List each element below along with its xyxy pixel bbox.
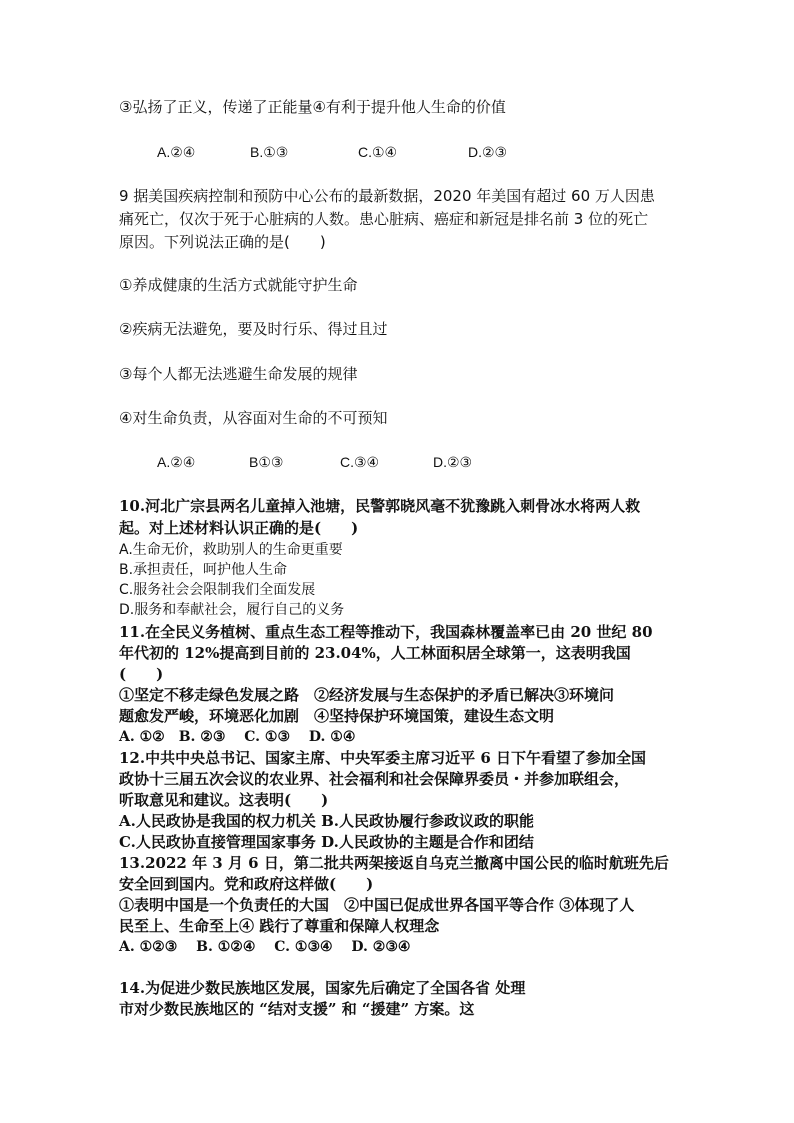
q11-stem-line-1: 11.在全民义务植树、重点生态工程等推动下，我国森林覆盖率已由 20 世纪 80: [119, 623, 653, 641]
q9-stem-line-3: 原因。下列说法正确的是( ): [119, 233, 326, 251]
q11-stem-line-3: ( ): [119, 665, 164, 683]
q9-item-2: ②疾病无法避免，要及时行乐、得过且过: [119, 320, 388, 338]
q10-stem-line-1: 10.河北广宗县两名儿童掉入池塘，民警郭晓风毫不犹豫跳入刺骨冰水将两人救: [119, 497, 641, 515]
q11-items-line-2: 题愈发严峻，环境恶化加剧 ④坚持保护环境国策，建设生态文明: [119, 707, 555, 725]
q13-stem-line-1: 13.2022 年 3 月 6 日，第二批共两架接返自乌克兰撤离中国公民的临时航班先后: [119, 854, 669, 872]
q8-option-d: D.②③: [468, 144, 508, 160]
q9-option-d: D.②③: [433, 454, 473, 470]
q13-items-line-1: ①表明中国是一个负责任的大国 ②中国已促成世界各国平等合作 ③体现了人: [119, 896, 635, 914]
q11-stem-line-2: 年代初的 12%提高到目前的 23.04%，人工林面积居全球第一，这表明我国: [119, 644, 631, 662]
q14-stem-line-2: 市对少数民族地区的 “结对支援” 和 “援建” 方案。这: [119, 1000, 475, 1018]
q8-option-a: A.②④: [157, 144, 196, 160]
q9-option-a: A.②④: [157, 454, 196, 470]
q12-stem-line-2: 政协十三届五次会议的农业界、社会福利和社会保障界委员・并参加联组会，: [119, 770, 630, 788]
q12-stem-line-1: 12.中共中央总书记、国家主席、中央军委主席习近平 6 日下午看望了参加全国: [119, 749, 646, 767]
q11-options: A. ①② B. ②③ C. ①③ D. ①④: [119, 729, 356, 745]
q8-option-b: B.①③: [250, 144, 289, 160]
q11-items-line-1: ①坚定不移走绿色发展之路 ②经济发展与生态保护的矛盾已解决③环境问: [119, 686, 615, 704]
q9-item-3: ③每个人都无法逃避生命发展的规律: [119, 365, 358, 383]
q9-item-1: ①养成健康的生活方式就能守护生命: [119, 276, 358, 294]
q12-stem-line-3: 听取意见和建议。这表明( ): [119, 791, 329, 809]
q8-option-c: C.①④: [358, 144, 398, 160]
q9-stem-line-1: 9 据美国疾病控制和预防中心公布的最新数据，2020 年美国有超过 60 万人因患: [119, 187, 655, 205]
q10-option-b: B.承担责任，呵护他人生命: [119, 562, 288, 578]
q8-item-line: ③弘扬了正义，传递了正能量④有利于提升他人生命的价值: [119, 98, 506, 116]
q10-stem-line-2: 起。对上述材料认识正确的是( ): [119, 519, 359, 537]
q12-options-ab: A.人民政协是我国的权力机关 B.人民政协履行参政议政的职能: [119, 812, 534, 830]
q13-options: A. ①②③ B. ①②④ C. ①③④ D. ②③④: [119, 939, 411, 955]
q9-stem-line-2: 痛死亡，仅次于死于心脏病的人数。患心脏病、癌症和新冠是排名前 3 位的死亡: [119, 210, 649, 228]
q10-option-d: D.服务和奉献社会，履行自己的义务: [119, 602, 345, 618]
q12-options-cd: C.人民政协直接管理国家事务 D.人民政协的主题是合作和团结: [119, 833, 534, 851]
q13-stem-line-2: 安全回到国内。党和政府这样做( ): [119, 875, 374, 893]
q10-option-a: A.生命无价，救助别人的生命更重要: [119, 542, 343, 558]
q9-item-4: ④对生命负责，从容面对生命的不可预知: [119, 409, 388, 427]
q9-option-c: C.③④: [340, 454, 380, 470]
q10-option-c: C.服务社会会限制我们全面发展: [119, 582, 316, 598]
q13-items-line-2: 民至上、生命至上④ 践行了尊重和保障人权理念: [119, 917, 440, 935]
q9-option-b: B①③: [249, 454, 284, 470]
q14-stem-line-1: 14.为促进少数民族地区发展，国家先后确定了全国各省 处理: [119, 979, 526, 997]
